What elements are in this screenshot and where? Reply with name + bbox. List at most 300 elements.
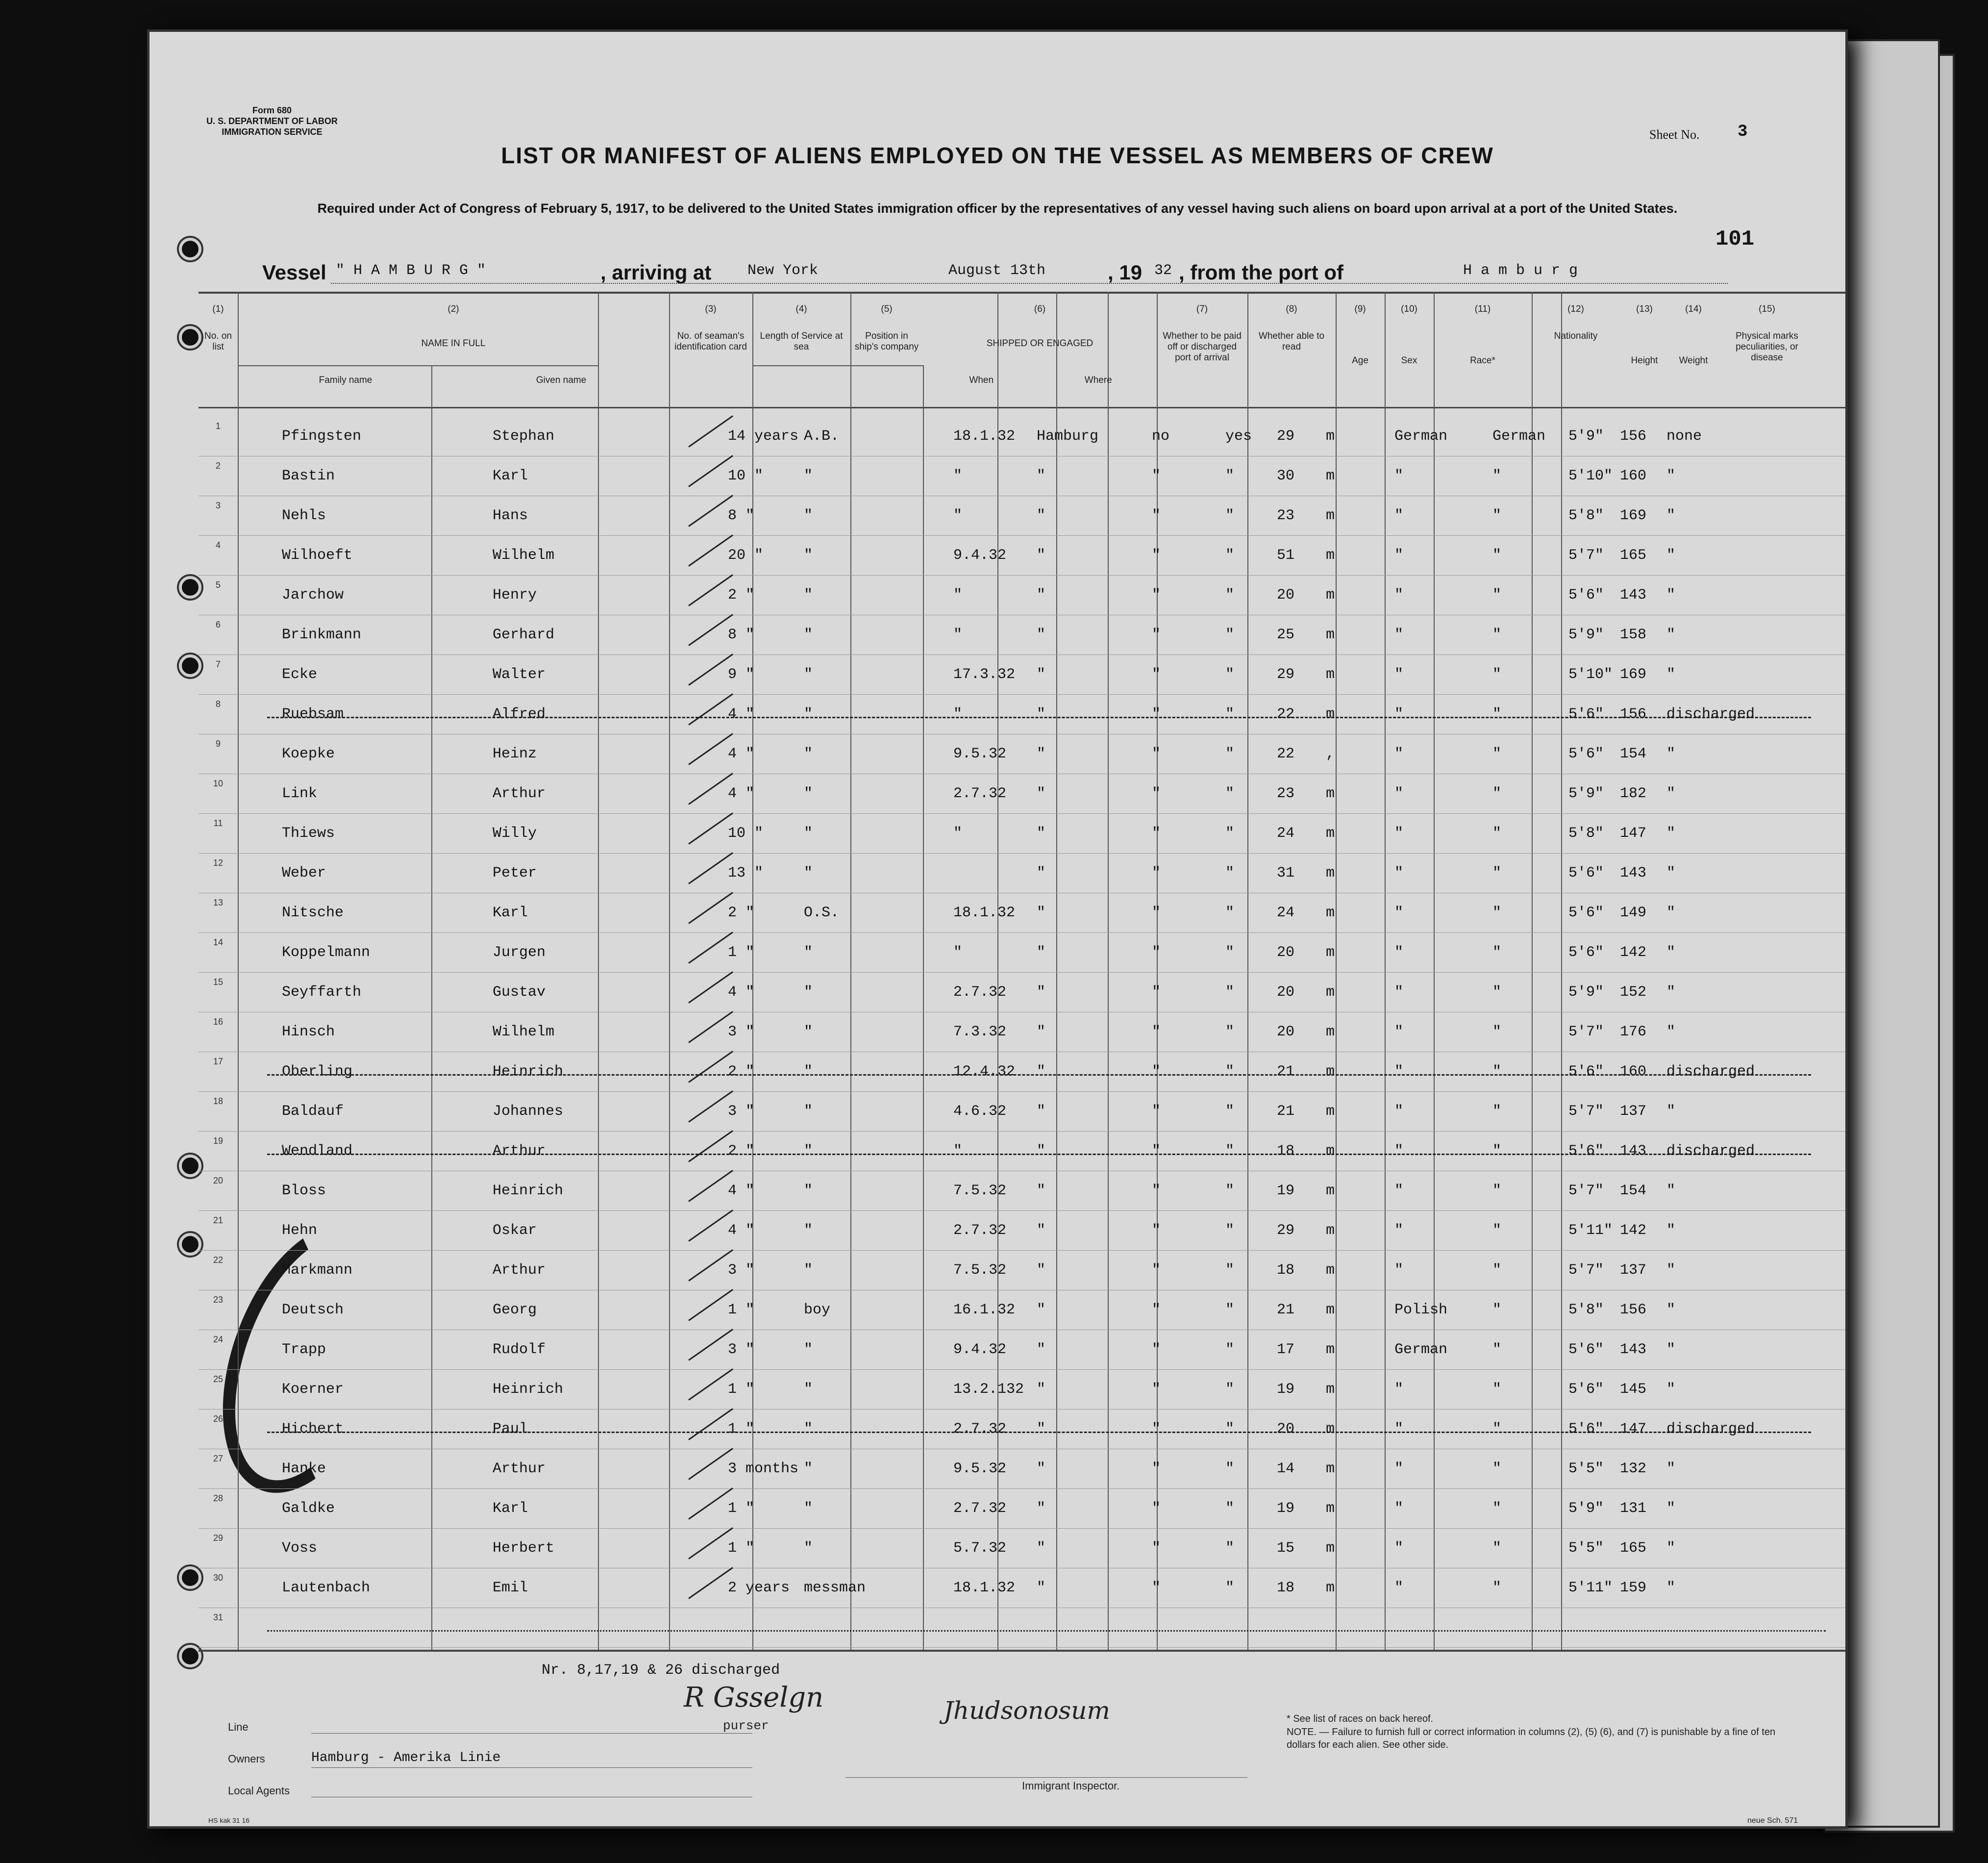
cell-height: 5'5" [1568, 1540, 1604, 1557]
cell-read: " [1225, 587, 1235, 604]
cell-given: Heinz [493, 746, 537, 762]
cell-given: Heinrich [493, 1183, 564, 1199]
cell-read: " [1225, 1143, 1235, 1159]
cell-where: " [1037, 1580, 1046, 1596]
cell-given: Stephan [493, 428, 555, 445]
cell-family: Voss [282, 1540, 318, 1557]
cell-race: " [1394, 587, 1404, 604]
cell-when: " [953, 468, 963, 484]
cell-marks: " [1666, 627, 1676, 643]
cell-service: 2 " [728, 1143, 755, 1159]
cell-weight: 131 [1620, 1500, 1647, 1517]
cell-read: " [1225, 1262, 1235, 1279]
cell-where: " [1037, 1500, 1046, 1517]
cell-weight: 152 [1620, 984, 1647, 1001]
column-header: Whether able to read [1258, 331, 1325, 352]
cell-position: " [804, 1024, 813, 1040]
cell-given: Herbert [493, 1540, 555, 1557]
cell-given: Karl [493, 468, 528, 484]
row-number: 23 [213, 1295, 224, 1305]
cell-nat: " [1492, 507, 1502, 524]
cell-weight: 132 [1620, 1460, 1647, 1477]
cell-height: 5'6" [1568, 1341, 1604, 1358]
cell-height: 5'6" [1568, 944, 1604, 961]
cell-weight: 165 [1620, 547, 1647, 564]
cell-height: 5'11" [1568, 1580, 1613, 1596]
column-header: Race* [1470, 355, 1495, 366]
purser-label: purser [723, 1718, 769, 1733]
cell-marks: " [1666, 666, 1676, 683]
row-number: 14 [213, 937, 224, 947]
row-number: 7 [215, 659, 221, 669]
punch-hole [179, 1566, 201, 1589]
cell-paid: " [1152, 507, 1161, 524]
cell-when: 7.3.32 [953, 1024, 1007, 1040]
cell-age: 29 [1277, 666, 1295, 683]
cell-when: 9.4.32 [953, 1341, 1007, 1358]
column-header: No. of seaman's identification card [674, 331, 747, 352]
cell-height: 5'10" [1568, 666, 1613, 683]
cell-age: 24 [1277, 905, 1295, 921]
cell-marks: " [1666, 1460, 1676, 1477]
cell-sex: m [1326, 468, 1335, 484]
column-header: SHIPPED OR ENGAGED [986, 338, 1093, 349]
cell-service: 14 years [728, 428, 799, 445]
cell-height: 5'9" [1568, 785, 1604, 802]
cell-age: 31 [1277, 865, 1295, 881]
cell-read: " [1225, 1103, 1235, 1120]
cell-height: 5'7" [1568, 1262, 1604, 1279]
cell-weight: 160 [1620, 468, 1647, 484]
cell-weight: 149 [1620, 905, 1647, 921]
cell-where: " [1037, 984, 1046, 1001]
cell-read: " [1225, 1063, 1235, 1080]
cell-race: German [1394, 428, 1448, 445]
cell-nat: " [1492, 1540, 1502, 1557]
column-number: (12) [1567, 304, 1584, 314]
cell-weight: 176 [1620, 1024, 1647, 1040]
cell-nat: " [1492, 746, 1502, 762]
cell-weight: 147 [1620, 825, 1647, 842]
cell-paid: " [1152, 905, 1161, 921]
cell-when: 5.7.32 [953, 1540, 1007, 1557]
page-subtitle: Required under Act of Congress of February 5, 1917, to be delivered to the United States immigration officer by the representatives of any vessel having such aliens on board upon arrival at a port of the United States. [317, 201, 1678, 216]
cell-position: " [804, 547, 813, 564]
cell-weight: 160 [1620, 1063, 1647, 1080]
cell-read: " [1225, 1341, 1235, 1358]
cell-race: " [1394, 547, 1404, 564]
cell-position: " [804, 1540, 813, 1557]
row-rule [199, 932, 1845, 933]
cell-weight: 158 [1620, 627, 1647, 643]
cell-height: 5'11" [1568, 1222, 1613, 1239]
cell-age: 21 [1277, 1063, 1295, 1080]
cell-nat: " [1492, 1500, 1502, 1517]
cell-weight: 143 [1620, 1143, 1647, 1159]
check-mark [688, 534, 733, 567]
cell-paid: " [1152, 1183, 1161, 1199]
cell-given: Emil [493, 1580, 528, 1596]
cell-race: Polish [1394, 1302, 1448, 1318]
cell-when: 2.7.32 [953, 1421, 1007, 1437]
cell-where: " [1037, 468, 1046, 484]
cell-read: " [1225, 905, 1235, 921]
cell-paid: " [1152, 785, 1161, 802]
cell-age: 18 [1277, 1262, 1295, 1279]
column-number: (10) [1401, 304, 1417, 314]
cell-height: 5'6" [1568, 587, 1604, 604]
cell-race: " [1394, 627, 1404, 643]
punch-hole [179, 576, 201, 599]
row-number: 24 [213, 1334, 224, 1344]
closing-dash-line [267, 1630, 1826, 1632]
cell-sex: , [1326, 746, 1335, 762]
cell-age: 19 [1277, 1183, 1295, 1199]
check-mark [688, 1329, 733, 1361]
row-number: 15 [213, 977, 224, 987]
check-mark [688, 1130, 733, 1162]
cell-weight: 159 [1620, 1580, 1647, 1596]
cell-where: " [1037, 666, 1046, 683]
cell-race: " [1394, 1460, 1404, 1477]
cell-weight: 156 [1620, 1302, 1647, 1318]
printer-mark: HS kak 31 16 [208, 1816, 250, 1824]
cell-paid: " [1152, 865, 1161, 881]
check-mark [688, 1011, 733, 1043]
cell-where: " [1037, 905, 1046, 921]
cell-nat: " [1492, 1262, 1502, 1279]
cell-age: 18 [1277, 1580, 1295, 1596]
year-suffix: 32 [1154, 262, 1172, 279]
cell-race: " [1394, 507, 1404, 524]
cell-when: 2.7.32 [953, 1222, 1007, 1239]
cell-age: 19 [1277, 1500, 1295, 1517]
cell-position: " [804, 1460, 813, 1477]
column-header: Length of Service at sea [760, 331, 843, 352]
cell-race: " [1394, 1262, 1404, 1279]
cell-race: " [1394, 468, 1404, 484]
cell-age: 21 [1277, 1103, 1295, 1120]
cell-marks: " [1666, 984, 1676, 1001]
cell-age: 24 [1277, 825, 1295, 842]
cell-where: " [1037, 547, 1046, 564]
cell-marks: " [1666, 785, 1676, 802]
cell-age: 14 [1277, 1460, 1295, 1477]
row-number: 31 [213, 1612, 224, 1622]
column-number: (3) [705, 304, 717, 314]
cell-read: " [1225, 785, 1235, 802]
cell-age: 25 [1277, 627, 1295, 643]
schedule-mark: neue Sch. 571 [1747, 1816, 1798, 1825]
cell-nat: " [1492, 1460, 1502, 1477]
cell-when: " [953, 944, 963, 961]
vessel-underline [331, 283, 1728, 284]
cell-sex: m [1326, 1381, 1335, 1398]
column-header: Height [1631, 355, 1658, 366]
department-label: U. S. DEPARTMENT OF LABOR [206, 116, 338, 126]
cell-marks: " [1666, 1183, 1676, 1199]
cell-race: German [1394, 1341, 1448, 1358]
cell-paid: " [1152, 547, 1161, 564]
cell-marks: " [1666, 1262, 1676, 1279]
line-label: Line [228, 1721, 248, 1733]
cell-sex: m [1326, 905, 1335, 921]
row-number: 10 [213, 779, 224, 788]
check-mark [688, 1368, 733, 1401]
cell-service: 3 " [728, 1262, 755, 1279]
cell-sex: m [1326, 984, 1335, 1001]
cell-height: 5'9" [1568, 627, 1604, 643]
cell-marks: " [1666, 905, 1676, 921]
cell-marks: " [1666, 1222, 1676, 1239]
cell-given: Paul [493, 1421, 528, 1437]
cell-family: Baldauf [282, 1103, 344, 1120]
cell-nat: " [1492, 1024, 1502, 1040]
cell-height: 5'9" [1568, 428, 1604, 445]
cell-marks: none [1666, 428, 1702, 445]
cell-when: 2.7.32 [953, 785, 1007, 802]
column-rule [923, 365, 924, 1650]
cell-where: " [1037, 746, 1046, 762]
cell-read: " [1225, 547, 1235, 564]
cell-when: " [953, 825, 963, 842]
cell-when: 18.1.32 [953, 1580, 1016, 1596]
row-number: 12 [213, 858, 224, 868]
cell-position: " [804, 865, 813, 881]
cell-read: " [1225, 865, 1235, 881]
cell-paid: " [1152, 1421, 1161, 1437]
cell-paid: " [1152, 1341, 1161, 1358]
cell-race: " [1394, 666, 1404, 683]
cell-age: 20 [1277, 944, 1295, 961]
punch-hole [179, 1155, 201, 1177]
row-rule [199, 853, 1845, 854]
arrival-port: New York [747, 262, 819, 279]
cell-height: 5'9" [1568, 1500, 1604, 1517]
cell-weight: 169 [1620, 666, 1647, 683]
cell-service: 2 " [728, 905, 755, 921]
cell-paid: " [1152, 1540, 1161, 1557]
cell-family: Koppelmann [282, 944, 371, 961]
check-mark [688, 1408, 733, 1440]
owners-field [311, 1767, 752, 1768]
cell-service: 3 " [728, 1024, 755, 1040]
cell-height: 5'7" [1568, 1103, 1604, 1120]
cell-marks: " [1666, 825, 1676, 842]
cell-weight: 169 [1620, 507, 1647, 524]
cell-read: " [1225, 706, 1235, 723]
cell-given: Rudolf [493, 1341, 546, 1358]
column-number: (5) [881, 304, 893, 314]
cell-when: 18.1.32 [953, 428, 1016, 445]
sheet-label: Sheet No. [1649, 127, 1700, 142]
cell-paid: " [1152, 1222, 1161, 1239]
cell-sex: m [1326, 547, 1335, 564]
cell-when: 17.3.32 [953, 666, 1016, 683]
cell-family: Hinsch [282, 1024, 335, 1040]
cell-position: " [804, 1381, 813, 1398]
row-number: 8 [215, 699, 221, 709]
cell-race: " [1394, 1063, 1404, 1080]
cell-sex: m [1326, 944, 1335, 961]
cell-age: 29 [1277, 428, 1295, 445]
cell-family: Pfingsten [282, 428, 362, 445]
cell-position: " [804, 1063, 813, 1080]
cell-height: 5'6" [1568, 865, 1604, 881]
cell-service: 4 " [728, 1183, 755, 1199]
cell-read: " [1225, 1460, 1235, 1477]
check-mark [688, 495, 733, 527]
column-number: (9) [1354, 304, 1366, 314]
cell-service: 4 " [728, 984, 755, 1001]
cell-service: 1 " [728, 1500, 755, 1517]
cell-service: 8 " [728, 627, 755, 643]
cell-race: " [1394, 825, 1404, 842]
punch-hole [179, 238, 201, 260]
cell-paid: " [1152, 1500, 1161, 1517]
cell-height: 5'5" [1568, 1460, 1604, 1477]
column-header: Physical marks peculiarities, or disease [1736, 331, 1798, 363]
row-rule [199, 813, 1845, 814]
cell-service: 8 " [728, 507, 755, 524]
vessel-name: " H A M B U R G " [336, 262, 486, 279]
cell-height: 5'8" [1568, 825, 1604, 842]
cell-height: 5'6" [1568, 1063, 1604, 1080]
cell-service: 1 " [728, 1381, 755, 1398]
cell-sex: m [1326, 1262, 1335, 1279]
row-number: 3 [215, 501, 221, 510]
cell-family: Ecke [282, 666, 318, 683]
row-number: 6 [215, 620, 221, 629]
arriving-label: , arriving at [600, 261, 712, 284]
row-rule [199, 1131, 1845, 1132]
row-number: 18 [213, 1096, 224, 1106]
strikethrough-line [267, 1154, 1811, 1155]
cell-given: Willy [493, 825, 537, 842]
cell-position: O.S. [804, 905, 840, 921]
cell-position: " [804, 1222, 813, 1239]
cell-given: Wilhelm [493, 547, 555, 564]
cell-when: 2.7.32 [953, 984, 1007, 1001]
cell-race: " [1394, 1024, 1404, 1040]
cell-nat: " [1492, 905, 1502, 921]
cell-age: 22 [1277, 746, 1295, 762]
cell-nat: " [1492, 547, 1502, 564]
cell-when: 12.4.32 [953, 1063, 1016, 1080]
cell-sex: m [1326, 1103, 1335, 1120]
cell-height: 5'7" [1568, 547, 1604, 564]
cell-race: " [1394, 1183, 1404, 1199]
cell-when: " [953, 627, 963, 643]
cell-paid: " [1152, 1302, 1161, 1318]
row-rule [199, 1250, 1845, 1251]
cell-race: " [1394, 944, 1404, 961]
check-mark [688, 1051, 733, 1083]
column-rule [431, 365, 432, 1650]
row-rule [199, 1369, 1845, 1370]
row-number: 28 [213, 1493, 224, 1503]
cell-family: Seyffarth [282, 984, 362, 1001]
cell-paid: " [1152, 587, 1161, 604]
check-mark [688, 892, 733, 924]
cell-weight: 142 [1620, 1222, 1647, 1239]
cell-sex: m [1326, 1341, 1335, 1358]
cell-position: " [804, 468, 813, 484]
inspector-signature: Jhudsonosum [944, 1696, 1110, 1725]
cell-where: " [1037, 1143, 1046, 1159]
cell-read: " [1225, 1421, 1235, 1437]
cell-when: 7.5.32 [953, 1183, 1007, 1199]
cell-paid: " [1152, 746, 1161, 762]
strikethrough-line [267, 1074, 1811, 1076]
row-number: 1 [215, 421, 221, 431]
column-subheader: Family name [319, 375, 373, 385]
cell-family: Nitsche [282, 905, 344, 921]
cell-position: " [804, 1421, 813, 1437]
cell-given: Oskar [493, 1222, 537, 1239]
cell-nat: " [1492, 1183, 1502, 1199]
cell-race: " [1394, 1381, 1404, 1398]
cell-sex: m [1326, 1143, 1335, 1159]
page-number: 101 [1715, 227, 1755, 252]
cell-family: Brinkmann [282, 627, 362, 643]
table-top-rule [199, 292, 1845, 294]
cell-paid: " [1152, 706, 1161, 723]
table-bottom-rule [199, 1650, 1845, 1652]
column-header: NAME IN FULL [421, 338, 486, 349]
cell-position: " [804, 984, 813, 1001]
cell-service: 4 " [728, 746, 755, 762]
check-mark [688, 971, 733, 1004]
cell-race: " [1394, 1580, 1404, 1596]
cell-age: 18 [1277, 1143, 1295, 1159]
cell-service: 1 " [728, 1540, 755, 1557]
cell-nat: " [1492, 984, 1502, 1001]
cell-weight: 154 [1620, 746, 1647, 762]
line-field [311, 1733, 752, 1734]
page-title: LIST OR MANIFEST OF ALIENS EMPLOYED ON THE VESSEL AS MEMBERS OF CREW [501, 143, 1494, 168]
cell-when: " [953, 587, 963, 604]
column-number: (15) [1759, 304, 1775, 314]
cell-given: Karl [493, 1500, 528, 1517]
cell-marks: " [1666, 1341, 1676, 1358]
column-number: (6) [1034, 304, 1046, 314]
row-rule [199, 972, 1845, 973]
cell-age: 22 [1277, 706, 1295, 723]
cell-where: " [1037, 865, 1046, 881]
cell-where: Hamburg [1037, 428, 1099, 445]
cell-position: messman [804, 1580, 866, 1596]
cell-age: 17 [1277, 1341, 1295, 1358]
check-mark [688, 733, 733, 765]
cell-age: 23 [1277, 507, 1295, 524]
cell-marks: " [1666, 1580, 1676, 1596]
cell-where: " [1037, 507, 1046, 524]
cell-when: 2.7.32 [953, 1500, 1007, 1517]
cell-nat: " [1492, 1341, 1502, 1358]
cell-paid: " [1152, 944, 1161, 961]
cell-given: Gerhard [493, 627, 555, 643]
cell-family: Wendland [282, 1143, 353, 1159]
cell-read: " [1225, 1183, 1235, 1199]
check-mark [688, 852, 733, 884]
cell-weight: 182 [1620, 785, 1647, 802]
cell-service: 2 years [728, 1580, 790, 1596]
cell-family: Ruebsam [282, 706, 344, 723]
cell-position: " [804, 1143, 813, 1159]
column-number: (11) [1474, 304, 1491, 314]
cell-height: 5'6" [1568, 1143, 1604, 1159]
